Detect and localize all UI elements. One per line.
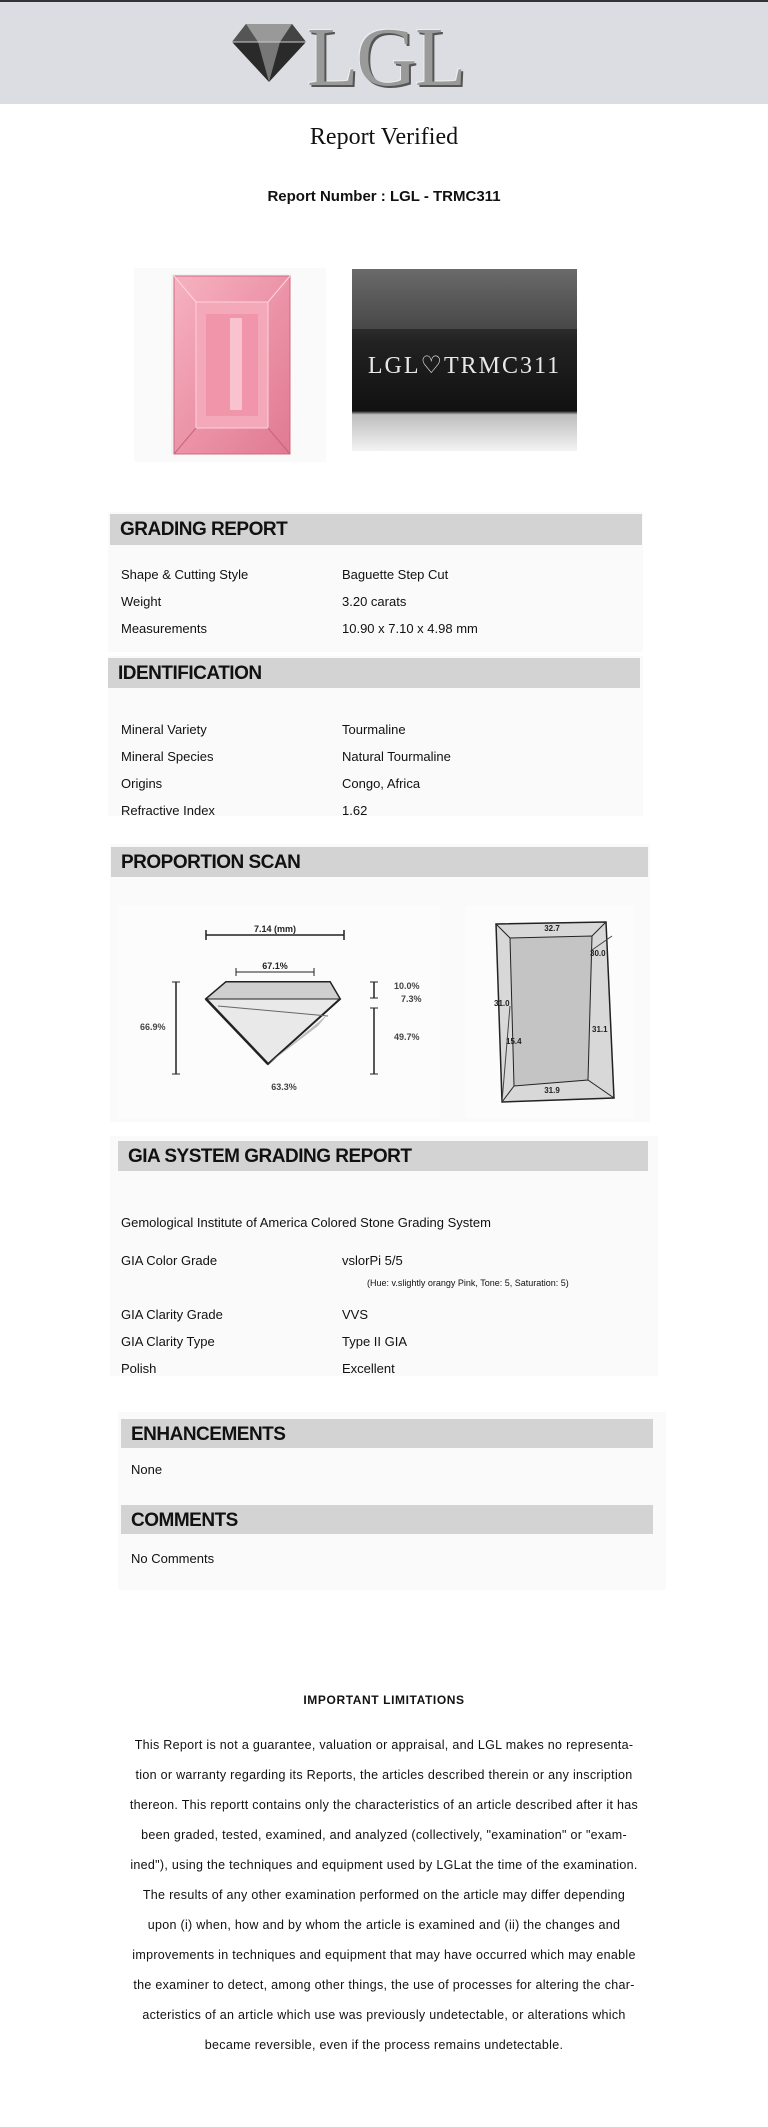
limitations-line: This Report is not a guarantee, valuation or appraisal, and LGL makes no representa- (134, 1738, 634, 1752)
left-label: 31.0 (494, 999, 510, 1008)
limitations-line: ined"), using the techniques and equipment used by LGLat the time of the examination. (130, 1858, 638, 1872)
row-value: vslorPi 5/5 (342, 1253, 403, 1268)
limitations-line: been graded, tested, examined, and analyzed (collectively, "examination" or "exam- (141, 1828, 627, 1842)
gemstone-photo (134, 268, 326, 462)
row-label: Weight (121, 594, 162, 609)
identification-heading: IDENTIFICATION (108, 658, 640, 688)
total-depth-label: 66.9% (140, 1022, 166, 1032)
top-view-diagram (466, 906, 634, 1118)
limitations-line: tion or warranty regarding its Reports, the articles described therein or any inscription (135, 1768, 633, 1782)
row-label: Polish (121, 1361, 157, 1376)
limitations-line: thereon. This reportt contains only the characteristics of an article described after it has (129, 1798, 639, 1812)
row-value: 10.90 x 7.10 x 4.98 mm (342, 621, 478, 636)
bottom-label: 31.9 (544, 1086, 560, 1095)
lgl-logo (232, 11, 492, 104)
row-label: Mineral Species (121, 749, 214, 764)
comments-value: No Comments (131, 1551, 215, 1566)
proportion-scan-heading: PROPORTION SCAN (111, 847, 648, 877)
row-label: Measurements (121, 621, 207, 636)
row-value: Type II GIA (342, 1334, 408, 1349)
gia-system-name: Gemological Institute of America Colored Stone Grading System (121, 1215, 491, 1230)
limitations-line: became reversible, even if the process remains undetectable. (204, 2038, 564, 2052)
color-grade-note: (Hue: v.slightly orangy Pink, Tone: 5, Saturation: 5) (367, 1278, 569, 1288)
pavilion-depth-label: 49.7% (394, 1032, 420, 1042)
row-label: Shape & Cutting Style (121, 567, 249, 582)
row-label: Mineral Variety (121, 722, 207, 737)
row-value: 3.20 carats (342, 594, 407, 609)
row-label: Refractive Index (121, 803, 215, 818)
row-value: VVS (342, 1307, 369, 1322)
right-label: 31.1 (592, 1025, 608, 1034)
right-top-label: 30.0 (590, 949, 606, 958)
enhancements-heading: ENHANCEMENTS (121, 1419, 653, 1448)
laser-inscription: LGL♡TRMC311 (367, 353, 562, 379)
grading-report-heading: GRADING REPORT (110, 514, 642, 545)
gia-grading-heading: GIA SYSTEM GRADING REPORT (118, 1141, 648, 1171)
limitations-line: upon (i) when, how and by whom the article is examined and (ii) the changes and (147, 1918, 621, 1932)
crown-height-label: 10.0% (394, 981, 420, 991)
table-pct-label: 67.1% (262, 961, 288, 971)
row-label: Origins (121, 776, 163, 791)
center-label: 15.4 (506, 1037, 522, 1046)
width-label: 7.14 (mm) (253, 924, 297, 934)
row-value: Baguette Step Cut (342, 567, 449, 582)
row-label: GIA Clarity Grade (121, 1307, 223, 1322)
row-value: Congo, Africa (342, 776, 421, 791)
limitations-line: improvements in techniques and equipment that may have occurred which may enable (132, 1948, 636, 1962)
profile-diagram (118, 906, 440, 1118)
limitations-line: The results of any other examination performed on the article may differ depending (142, 1888, 626, 1902)
row-value: 1.62 (342, 803, 368, 818)
diamond-icon (232, 20, 306, 84)
limitations-line: acteristics of an article which use was previously undetectable, or alterations which (142, 2008, 626, 2022)
limitations-title: IMPORTANT LIMITATIONS (303, 1693, 465, 1707)
header-banner (0, 2, 768, 104)
comments-heading: COMMENTS (121, 1505, 653, 1534)
inscription-photo (352, 269, 577, 451)
top-label: 32.7 (544, 924, 560, 933)
page-title: Report Verified (309, 124, 459, 150)
limitations-line: the examiner to detect, among other things, the use of processes for altering the char- (133, 1978, 635, 1992)
row-value: Tourmaline (342, 722, 406, 737)
pavilion-pct-label: 63.3% (271, 1082, 297, 1092)
row-label: GIA Clarity Type (121, 1334, 215, 1349)
row-label: GIA Color Grade (121, 1253, 218, 1268)
girdle-label: 7.3% (401, 994, 422, 1004)
logo-text: LGL (307, 11, 465, 104)
enhancements-value: None (131, 1462, 163, 1477)
row-value: Natural Tourmaline (342, 749, 451, 764)
report-number: Report Number : LGL - TRMC311 (267, 188, 501, 205)
row-value: Excellent (342, 1361, 395, 1376)
